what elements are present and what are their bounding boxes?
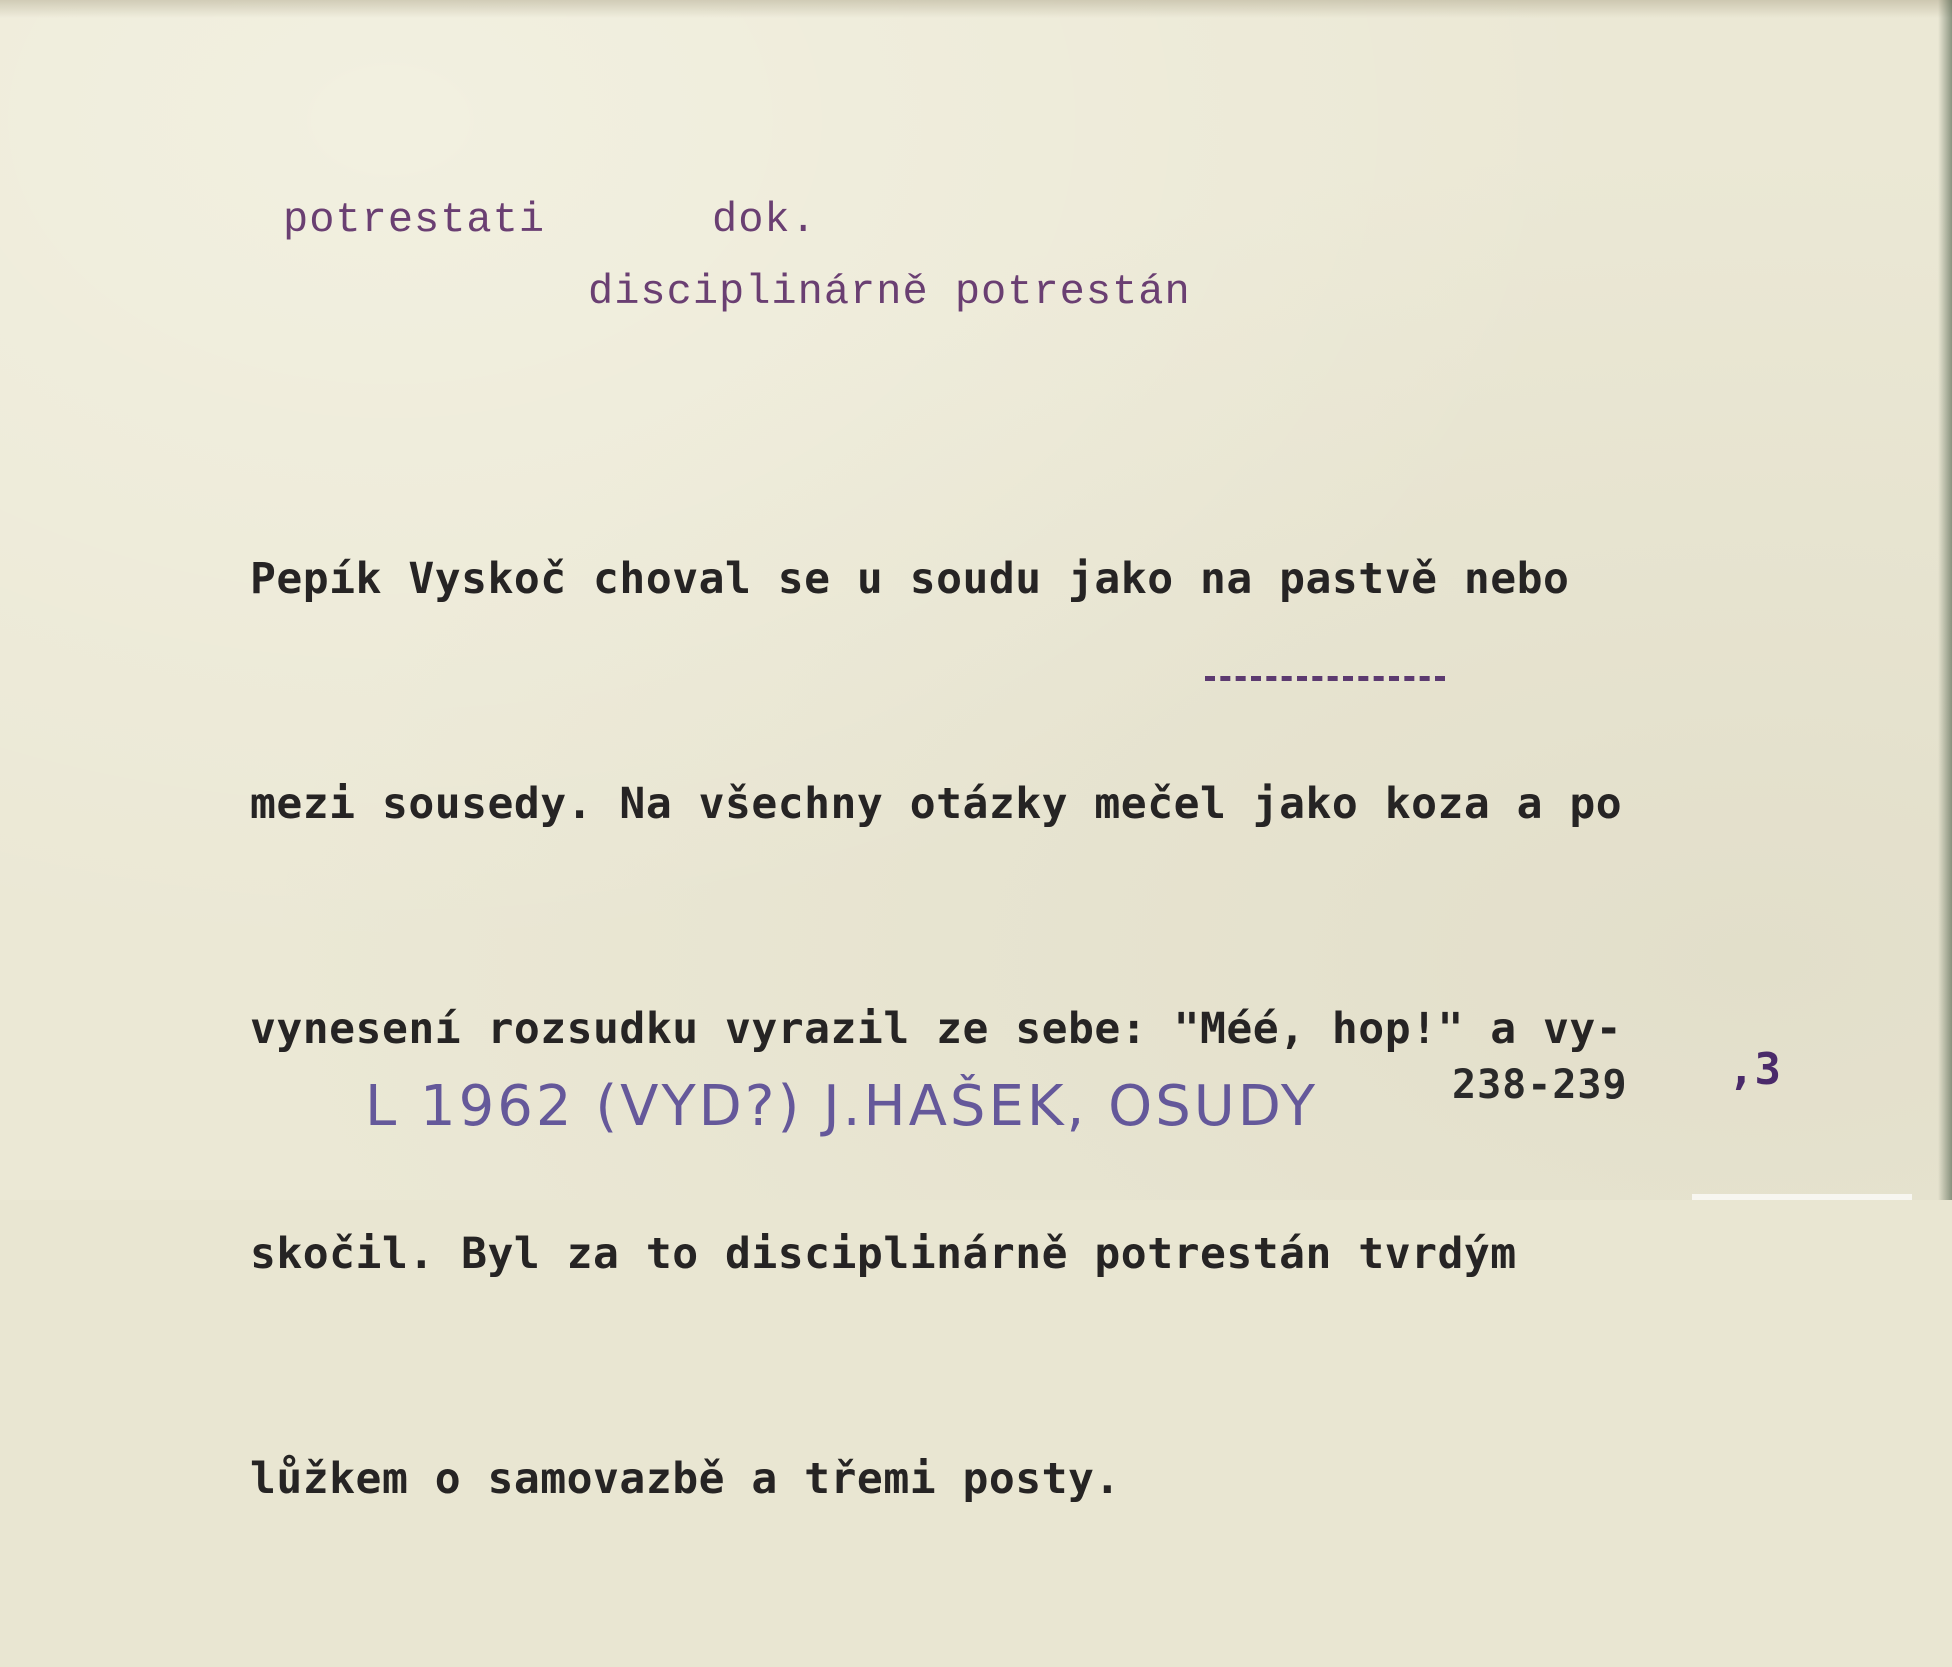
headword-abbreviation: dok.: [712, 196, 817, 244]
quote-line: lůžkem o samovazbě a třemi posty.: [250, 1454, 1121, 1504]
paper-shadow-top: [0, 0, 1952, 18]
quote-line: Pepík Vyskoč choval se u soudu jako na pastvě nebo: [250, 554, 1570, 604]
page-reference: 238-239: [1452, 1062, 1628, 1108]
paper-edge-right: [1938, 0, 1952, 1200]
page-suffix: ,3: [1728, 1044, 1781, 1095]
quote-line: vynesení rozsudku vyrazil ze sebe: "Méé, hop!" a vy-: [250, 1004, 1623, 1054]
quote-line: skočil. Byl za to disciplinárně potrestán tvrdým: [250, 1229, 1517, 1279]
highlight-underline: [1205, 676, 1445, 681]
quotation-text: [250, 392, 1850, 1667]
headword-phrase: disciplinárně potrestán: [588, 268, 1191, 316]
quote-line: mezi sousedy. Na všechny otázky mečel jako koza a po: [250, 779, 1623, 829]
source-stamp: L 1962 (VYD?) J.HAŠEK, OSUDY: [365, 1074, 1319, 1139]
headword: potrestati: [283, 196, 546, 244]
